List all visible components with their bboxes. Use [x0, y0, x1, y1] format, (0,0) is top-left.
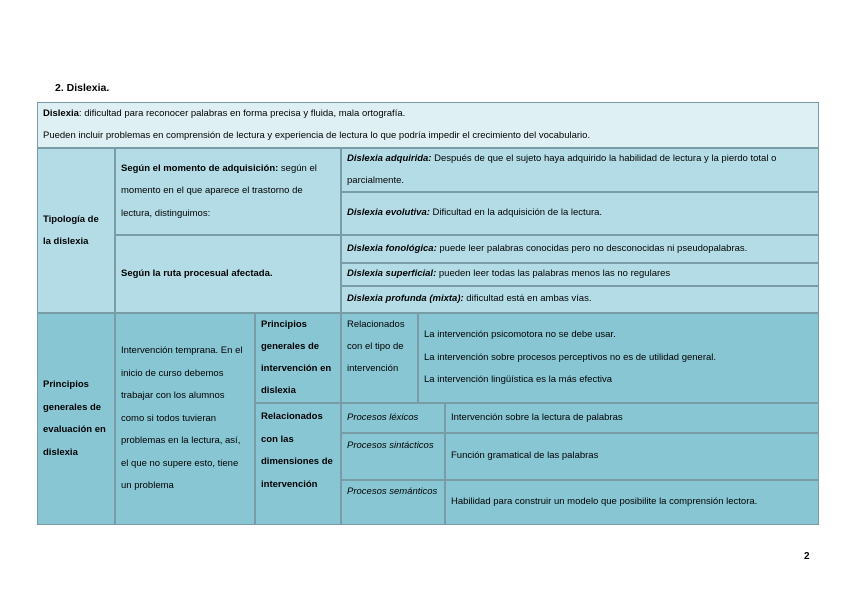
tipo-item: La intervención lingüística es la más efectiva [424, 374, 612, 385]
principios-label: Principios generales de evaluación en dislexia [37, 313, 115, 525]
momento-rest: según el momento en el que aparece el trastorno de lectura, distinguimos: [121, 162, 317, 219]
fonologica-term: Dislexia fonológica: [347, 242, 437, 254]
descripcion-sintacticos: Función gramatical de las palabras [445, 433, 819, 480]
proceso-sintacticos: Procesos sintácticos [341, 433, 445, 480]
adquirida-term: Dislexia adquirida: [347, 152, 432, 164]
page-number: 2 [804, 551, 810, 562]
proceso-lexicos: Procesos léxicos [341, 403, 445, 433]
momento-title: Según el momento de adquisición: [121, 162, 279, 174]
adquirida-text: Después de que el sujeto haya adquirido la habilidad de lectura y la pierdo total o parcialmente. [347, 152, 777, 186]
ruta-cell: Según la ruta procesual afectada. [115, 235, 341, 313]
momento-cell [115, 148, 341, 235]
adquirida-cell [341, 148, 819, 192]
descripcion-lexicos: Intervención sobre la lectura de palabras [445, 403, 819, 433]
tipologia-label: Tipología de la dislexia [37, 148, 115, 313]
dimensiones-label: Relacionados con las dimensiones de intervención [255, 403, 341, 525]
fonologica-text: puede leer palabras conocidas pero no desconocidas ni pseudopalabras. [436, 242, 748, 254]
profunda-cell [341, 286, 819, 313]
evolutiva-term: Dislexia evolutiva: [347, 207, 430, 219]
superficial-text: pueden leer todas las palabras menos las no regulares [436, 268, 671, 280]
section-heading: 2. Dislexia. [55, 82, 110, 94]
fonologica-cell [341, 235, 819, 263]
superficial-term: Dislexia superficial: [347, 268, 437, 280]
superficial-cell [341, 263, 819, 286]
proceso-semanticos: Procesos semánticos [341, 480, 445, 525]
intro-row [37, 102, 819, 148]
generales-label: Principios generales de intervención en dislexia [255, 313, 341, 403]
evolutiva-text: Dificultad en la adquisición de la lectura. [429, 207, 603, 219]
tipo-item: La intervención sobre procesos perceptivos no es de utilidad general. [424, 351, 717, 363]
intervencion-cell: Intervención temprana. En el inicio de curso debemos trabajar con los alumnos como si todos tuvieran problemas en la lectura, así, el que no supere esto, tiene un problema [115, 313, 255, 525]
tipo-items [418, 313, 819, 403]
intro-term: Dislexia [43, 108, 79, 119]
tipo-label: Relacionados con el tipo de intervención [341, 313, 418, 403]
profunda-term: Dislexia profunda (mixta): [347, 293, 464, 305]
tipo-item: La intervención psicomotora no se debe usar. [424, 329, 616, 340]
descripcion-semanticos: Habilidad para construir un modelo que posibilite la comprensión lectora. [445, 480, 819, 525]
intro-definition: : dificultad para reconocer palabras en forma precisa y fluida, mala ortografía. [78, 108, 406, 119]
evolutiva-cell [341, 192, 819, 235]
intro-line-2: Pueden incluir problemas en comprensión de lectura y experiencia de lectura lo que podría impedir el crecimiento del vocabulario. [43, 129, 591, 141]
profunda-text: dificultad está en ambas vías. [463, 293, 592, 305]
intro-line-1 [43, 103, 813, 125]
